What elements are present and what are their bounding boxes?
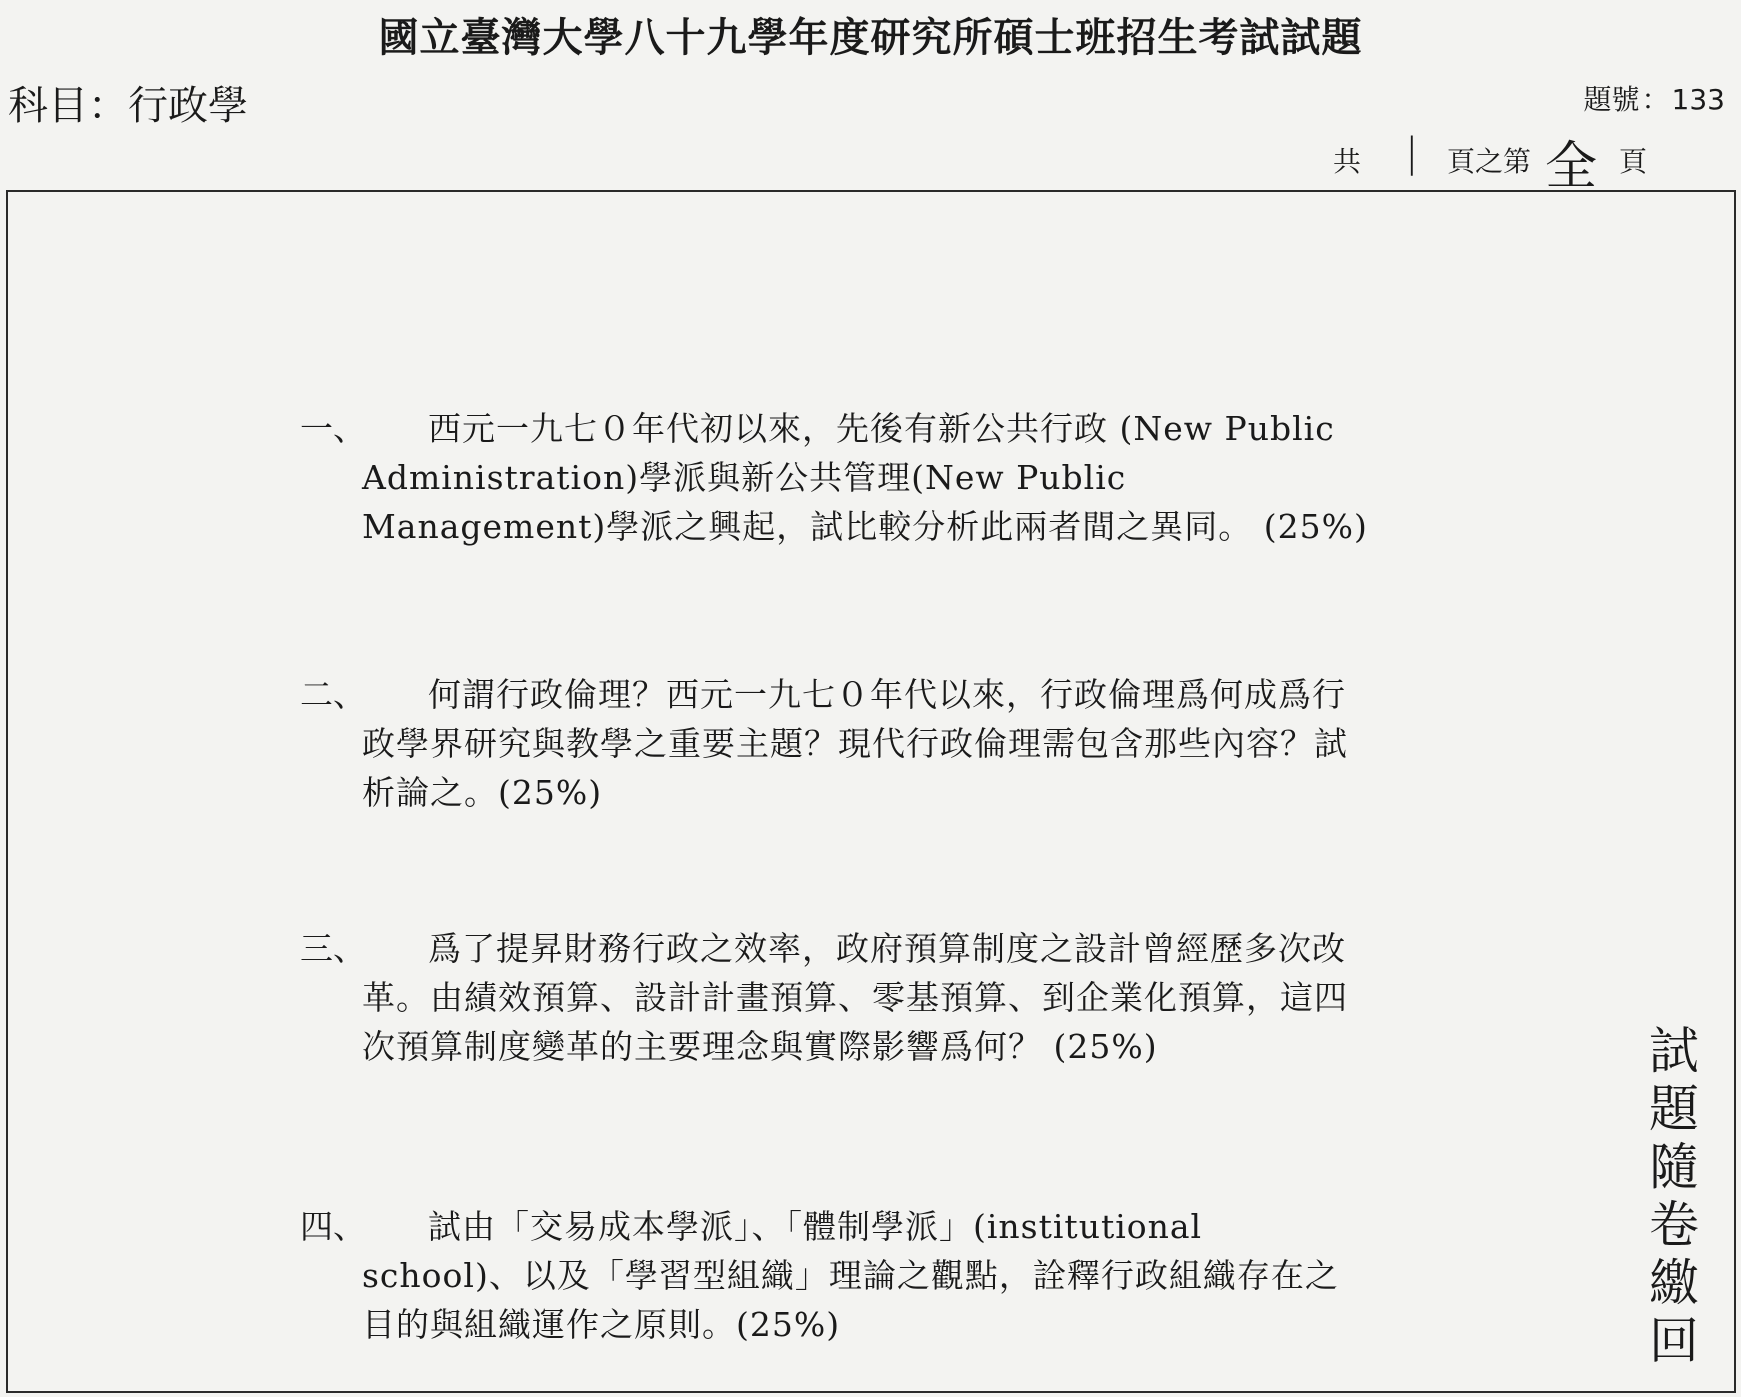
question-3-label: 三、 — [300, 929, 366, 968]
question-number — [1584, 78, 1725, 118]
subject-line — [8, 74, 248, 131]
question-number-label: 題號 — [1583, 83, 1640, 116]
question-4-label: 四、 — [300, 1207, 366, 1246]
question-number-separator: ： — [1641, 83, 1670, 116]
question-1-label: 一、 — [300, 409, 366, 448]
subject-label: 科目： — [8, 83, 128, 129]
question-2-text: 何謂行政倫理？西元一九七０年代以來，行政倫理爲何成爲行政學界研究與教學之重要主題？現代行政倫理需包含那些內容？試析論之。(25%) — [362, 675, 1348, 812]
question-3-text: 爲了提昇財務行政之效率，政府預算制度之設計曾經歷多次改革。由績效預算、設計計畫預算、零基預算、到企業化預算，這四次預算制度變革的主要理念與實際影響爲何？ (25%) — [362, 929, 1348, 1066]
return-with-answer-sheet-note: 試題隨卷繳回 — [1649, 1022, 1699, 1370]
page-of-label: 頁之第 — [1447, 145, 1532, 178]
question-2-label: 二、 — [300, 675, 366, 714]
question-number-value: 133 — [1671, 83, 1725, 116]
question-1-text: 西元一九七０年代初以來，先後有新公共行政 (New Public Administration)學派與新公共管理(New Public Management)學派之興起，試比較分析此兩者間之異同。 (25%) — [362, 409, 1368, 546]
subject-name: 行政學 — [128, 83, 248, 129]
question-4-text: 試由「交易成本學派」、「體制學派」(institutional school)、以及「學習型組織」理論之觀點，詮釋行政組織存在之目的與組織運作之原則。(25%) — [362, 1207, 1339, 1344]
total-pages-handwritten: | — [1405, 130, 1419, 176]
page-count-line — [1325, 130, 1725, 197]
page-suffix-label: 頁 — [1619, 145, 1648, 178]
exam-title: 國立臺灣大學八十九學年度研究所碩士班招生考試試題 — [378, 15, 1363, 61]
page-number-handwritten: 全 — [1545, 137, 1598, 197]
total-pages-label: 共 — [1333, 145, 1362, 178]
